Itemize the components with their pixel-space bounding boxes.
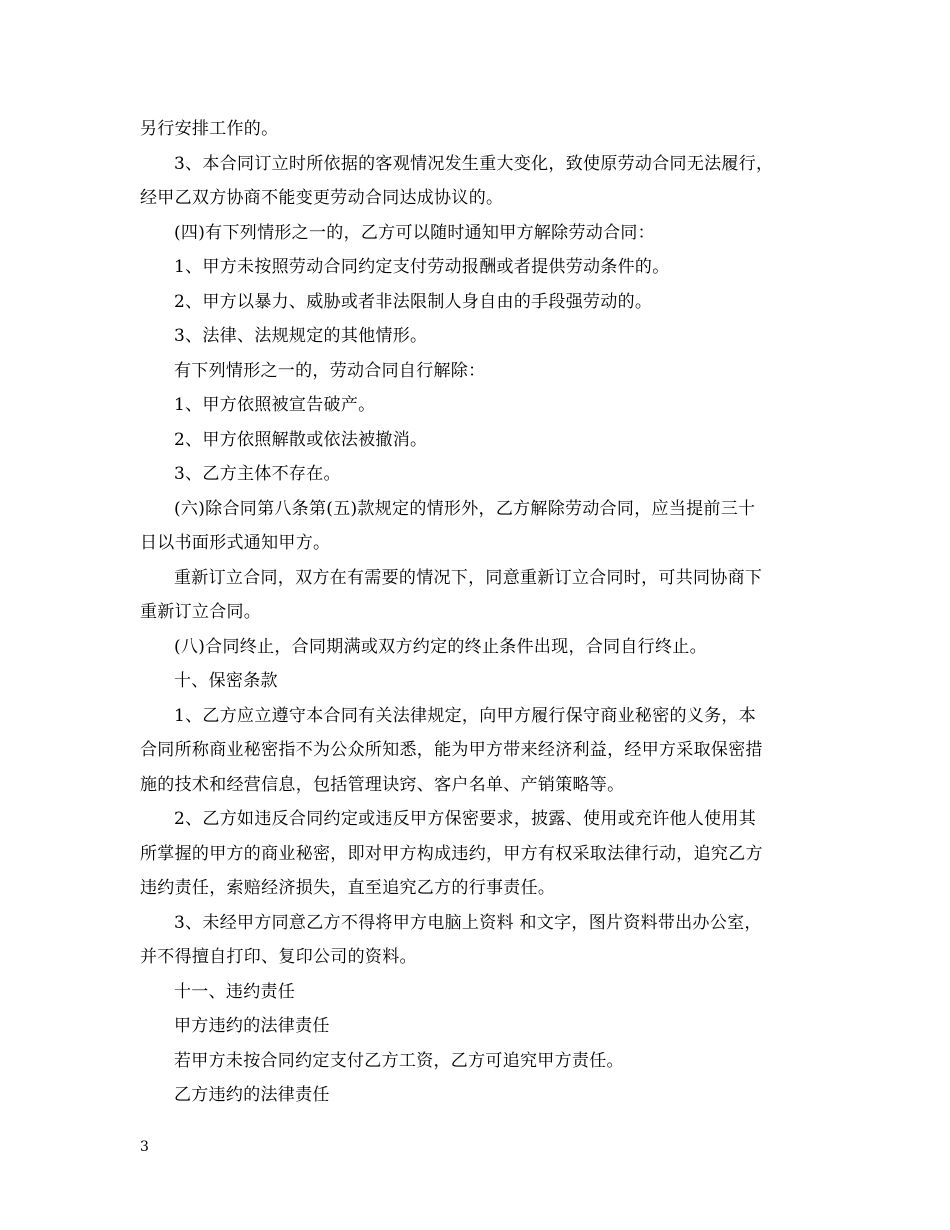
text-line: 有下列情形之一的，劳动合同自行解除： (174, 360, 486, 381)
text-line: 2、甲方以暴力、威胁或者非法限制人身自由的手段强劳动的。 (174, 291, 653, 312)
text-line: 违约责任，索赔经济损失，直至追究乙方的行事责任。 (140, 878, 556, 898)
text-line: (四)有下列情形之一的，乙方可以随时通知甲方解除劳动合同： (174, 222, 655, 243)
text-line: 2、乙方如违反合同约定或违反甲方保密要求，披露、使用或充许他人使用其 (174, 809, 757, 829)
text-line: 经甲乙双方协商不能变更劳动合同达成协议的。 (140, 188, 504, 208)
text-line: 所掌握的甲方的商业秘密，即对甲方构成违约，甲方有权采取法律行动，追究乙方 (140, 843, 763, 864)
text-line: 重新订立合同，双方在有需要的情况下，同意重新订立合同时，可共同协商下 (174, 567, 763, 588)
text-line: 甲方违约的法律责任 (174, 1016, 330, 1036)
text-line: 合同所称商业秘密指不为公众所知悉，能为甲方带来经济利益，经甲方采取保密措 (140, 740, 763, 760)
document-body (140, 112, 812, 1113)
text-line: 1、甲方未按照劳动合同约定支付劳动报酬或者提供劳动条件的。 (174, 257, 670, 277)
text-line: 3、乙方主体不存在。 (174, 464, 341, 484)
text-line: 重新订立合同。 (140, 602, 262, 622)
text-line: 1、甲方依照被宣告破产。 (174, 395, 376, 415)
page-number: 3 (140, 1139, 149, 1155)
text-line: 施的技术和经营信息，包括管理诀窍、客户名单、产销策略等。 (140, 774, 625, 795)
text-line: 若甲方未按合同约定支付乙方工资，乙方可追究甲方责任。 (174, 1050, 624, 1071)
text-line: 3、未经甲方同意乙方不得将甲方电脑上资料 和文字，图片资料带出办公室， (174, 912, 762, 933)
text-line: 十一、违约责任 (174, 981, 296, 1002)
text-line: 2、甲方依照解散或依法被撤消。 (174, 429, 428, 450)
text-line: (六)除合同第八条第(五)款规定的情形外，乙方解除劳动合同，应当提前三十 (174, 498, 756, 519)
text-line: 十、保密条款 (174, 671, 278, 691)
text-line: 日以书面形式通知甲方。 (140, 533, 331, 553)
text-line: 乙方违约的法律责任 (174, 1085, 330, 1105)
text-line: 并不得擅自打印、复印公司的资料。 (140, 947, 417, 967)
text-line: 1、乙方应立遵守本合同有关法律规定，向甲方履行保守商业秘密的义务，本 (174, 705, 757, 726)
text-line: 3、法律、法规规定的其他情形。 (174, 326, 428, 346)
text-line: 另行安排工作的。 (140, 119, 279, 139)
text-line: 3、本合同订立时所依据的客观情况发生重大变化，致使原劳动合同无法履行， (174, 153, 774, 174)
text-line: (八)合同终止，合同期满或双方约定的终止条件出现，合同自行终止。 (174, 636, 707, 657)
